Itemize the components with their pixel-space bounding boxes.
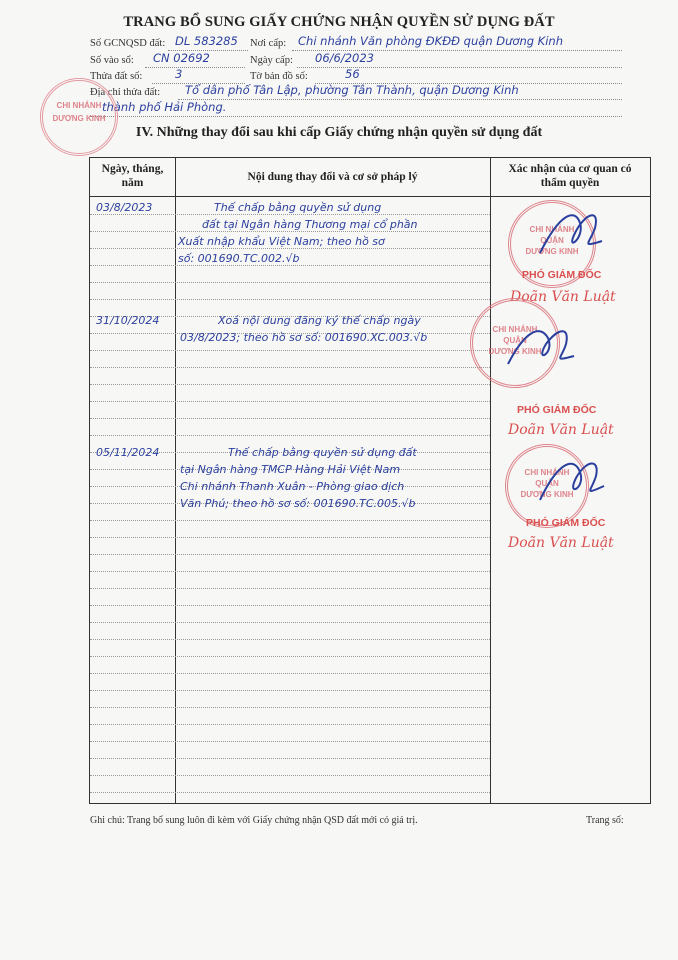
to-ban-do-label: Tờ bản đồ số:: [250, 71, 308, 82]
ruled-line: [90, 724, 490, 725]
ngay-cap-label: Ngày cấp:: [250, 55, 293, 66]
ruled-line: [90, 588, 490, 589]
dia-chi-dots-2: [90, 116, 622, 117]
row2-line2: 03/8/2023; theo hồ sơ số: 001690.XC.003.√b: [180, 331, 428, 344]
stamp2-line3: DƯƠNG KINH: [488, 347, 542, 356]
row2-line1: Xoá nội dung đăng ký thế chấp ngày: [218, 314, 421, 327]
section-title: IV. Những thay đổi sau khi cấp Giấy chứng nhận quyền sử dụng đất: [135, 125, 543, 140]
signer-role-2: PHÓ GIÁM ĐỐC: [517, 404, 597, 416]
row1-line3: Xuất nhập khẩu Việt Nam; theo hồ sơ: [178, 235, 385, 248]
row1-line4: số: 001690.TC.002.√b: [178, 252, 300, 265]
ruled-line: [90, 384, 490, 385]
header-content: Nội dung thay đổi và cơ sở pháp lý: [247, 171, 418, 183]
ruled-line: [90, 775, 490, 776]
ruled-line: [90, 639, 490, 640]
dia-chi-label: Địa chỉ thửa đất:: [90, 87, 161, 98]
stamp2-line1: CHI NHÁNH: [492, 325, 538, 334]
ruled-line: [90, 418, 490, 419]
ruled-line: [90, 571, 490, 572]
row1-date: 03/8/2023: [96, 201, 153, 214]
signature-3: [530, 450, 610, 510]
ruled-line: [90, 367, 490, 368]
thua-dat-value: 3: [175, 67, 183, 81]
so-vao-so-label: Số vào sổ:: [90, 55, 134, 66]
ruled-line: [90, 435, 490, 436]
noi-cap-label: Nơi cấp:: [250, 38, 287, 49]
signer-name-3: Doãn Văn Luật: [508, 535, 614, 551]
signer-name-1: Doãn Văn Luật: [510, 289, 616, 305]
header-divider: [90, 196, 650, 197]
ruled-line: [90, 605, 490, 606]
ngay-cap-value: 06/6/2023: [315, 51, 374, 65]
header-date: Ngày, tháng, năm: [101, 163, 164, 189]
dia-chi-line1: Tổ dân phố Tân Lập, phường Tân Thành, quận Dương Kinh: [185, 83, 519, 97]
ruled-line: [90, 622, 490, 623]
row1-line1: Thế chấp bằng quyền sử dụng: [214, 201, 382, 214]
noi-cap-value: Chi nhánh Văn phòng ĐKĐĐ quận Dương Kinh: [298, 34, 563, 48]
signer-role-3: PHÓ GIÁM ĐỐC: [526, 517, 606, 529]
ruled-line: [90, 282, 490, 283]
left-stamp-line1: CHI NHÁNH: [56, 101, 102, 110]
signer-role-1: PHÓ GIÁM ĐỐC: [522, 269, 602, 281]
so-vao-so-value: CN 02692: [153, 51, 210, 65]
stamp3-line3: DƯƠNG KINH: [520, 490, 574, 499]
gcnqsd-value: DL 583285: [175, 34, 238, 48]
signer-name-2: Doãn Văn Luật: [508, 422, 614, 438]
row2-date: 31/10/2024: [96, 314, 160, 327]
stamp2-line2: QUẬN: [503, 336, 527, 345]
ruled-line: [90, 792, 490, 793]
row3-line2: tại Ngân hàng TMCP Hàng Hải Việt Nam: [180, 463, 401, 476]
stamp3-line1: CHI NHÁNH: [524, 468, 570, 477]
row3-line1: Thế chấp bằng quyền sử dụng đất: [228, 446, 417, 459]
dia-chi-dots-1: [178, 99, 622, 100]
page-title: TRANG BỔ SUNG GIẤY CHỨNG NHẬN QUYỀN SỬ DỤNG ĐẤT: [123, 14, 555, 30]
ruled-line: [90, 299, 490, 300]
signature-1: [530, 203, 610, 263]
changes-table: [89, 157, 651, 804]
row3-line3: Chi nhánh Thanh Xuân - Phòng giao dịch: [180, 480, 405, 493]
footer-page-label: Trang số:: [586, 815, 624, 826]
stamp3-line2: QUẬN: [535, 479, 559, 488]
ruled-line: [90, 401, 490, 402]
dia-chi-line2: thành phố Hải Phòng.: [102, 100, 227, 114]
ruled-line: [90, 537, 490, 538]
ruled-line: [90, 707, 490, 708]
ruled-line: [90, 656, 490, 657]
gcnqsd-label: Số GCNQSD đất:: [90, 38, 166, 49]
left-stamp-line3: DƯƠNG KINH: [52, 114, 106, 123]
ruled-line: [90, 673, 490, 674]
left-edge-stamp: [40, 78, 118, 156]
signature-2: [500, 316, 580, 376]
col-divider-2: [490, 158, 491, 803]
header-confirmation: Xác nhận của cơ quan có thẩm quyền: [508, 163, 632, 189]
ruled-line: [90, 520, 490, 521]
row3-date: 05/11/2024: [96, 446, 160, 459]
ruled-line: [90, 741, 490, 742]
stamp1-line3: DƯƠNG KINH: [525, 247, 579, 256]
stamp1-line1: CHI NHÁNH: [529, 225, 575, 234]
ruled-line: [90, 690, 490, 691]
stamp1-line2: QUẬN: [540, 236, 564, 245]
ruled-line: [90, 554, 490, 555]
ruled-line: [90, 758, 490, 759]
so-vao-so-dots: [145, 67, 245, 68]
row3-line4: Văn Phú; theo hồ sơ số: 001690.TC.005.√b: [180, 497, 416, 510]
ruled-line: [90, 350, 490, 351]
footer-note: Ghi chú: Trang bổ sung luôn đi kèm với Giấy chứng nhận QSD đất mới có giá trị.: [90, 815, 418, 826]
to-ban-do-value: 56: [345, 67, 360, 81]
thua-dat-label: Thửa đất số:: [90, 71, 143, 82]
row1-line2: đất tại Ngân hàng Thương mại cổ phần: [202, 218, 418, 231]
